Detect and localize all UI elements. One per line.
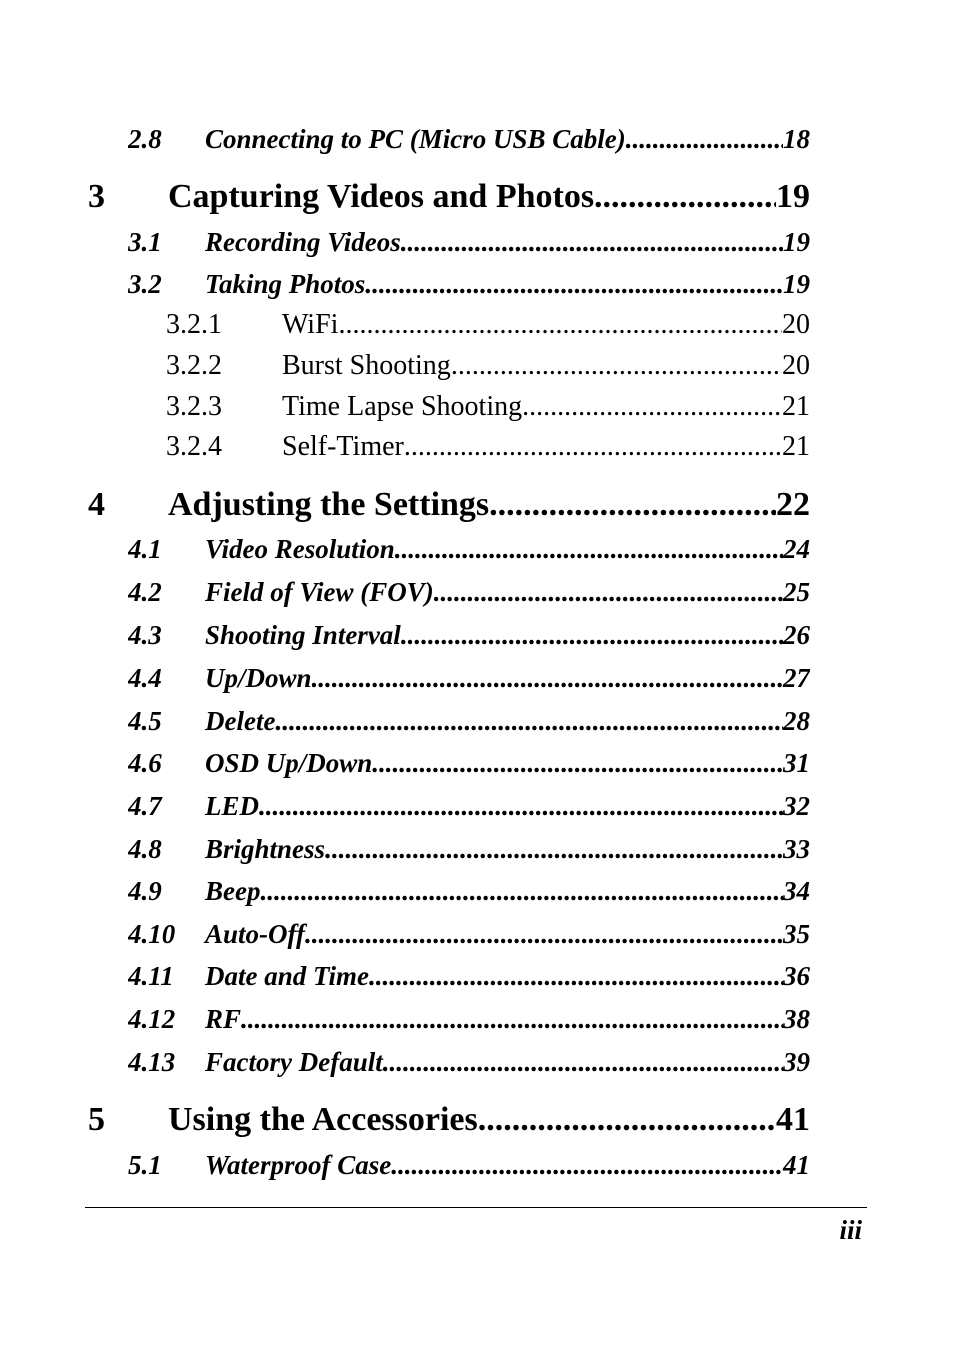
toc-entry-number: 3.2 xyxy=(128,269,162,299)
toc-entry-number: 4.8 xyxy=(128,834,162,864)
toc-entry-page: 33 xyxy=(783,834,810,864)
footer-rule xyxy=(85,1207,867,1208)
dot-leader xyxy=(275,706,783,737)
toc-entry-3-1[interactable] xyxy=(128,227,810,267)
toc-entry-page: 28 xyxy=(783,706,810,736)
dot-leader xyxy=(391,1150,783,1181)
dot-leader xyxy=(365,269,783,300)
dot-leader xyxy=(451,350,782,382)
dot-leader xyxy=(312,663,783,694)
toc-entry-number: 2.8 xyxy=(128,124,162,154)
toc-entry-page: 35 xyxy=(783,919,810,949)
toc-entry-page: 26 xyxy=(783,620,810,650)
toc-entry-title: Recording Videos xyxy=(205,227,401,257)
toc-entry-page: 18 xyxy=(783,124,810,154)
toc-entry-title: RF xyxy=(205,1004,242,1034)
dot-leader xyxy=(401,620,783,651)
toc-entry-title: Factory Default xyxy=(205,1047,383,1077)
toc-entry-page: 24 xyxy=(783,534,810,564)
dot-leader xyxy=(259,791,783,822)
toc-entry-3-2-3[interactable] xyxy=(166,391,810,431)
dot-leader xyxy=(489,486,776,524)
toc-entry-4-2[interactable] xyxy=(128,577,810,617)
dot-leader xyxy=(401,227,783,258)
toc-entry-page: 27 xyxy=(783,663,810,693)
dot-leader xyxy=(594,178,776,216)
toc-entry-4-13[interactable] xyxy=(128,1047,810,1087)
toc-entry-4-1[interactable] xyxy=(128,534,810,574)
toc-entry-title: Self-Timer xyxy=(282,431,404,462)
dot-leader xyxy=(478,1101,776,1139)
toc-entry-number: 3.1 xyxy=(128,227,162,257)
toc-chapter-number: 3 xyxy=(88,178,105,215)
toc-entry-page: 38 xyxy=(783,1004,810,1034)
toc-entry-4-9[interactable] xyxy=(128,876,810,916)
toc-entry-number: 4.4 xyxy=(128,663,162,693)
dot-leader xyxy=(241,1004,783,1035)
toc-entry-page: 21 xyxy=(782,391,810,422)
toc-entry-number: 3.2.4 xyxy=(166,431,222,462)
toc-entry-title: Beep xyxy=(205,876,261,906)
toc-entry-number: 4.2 xyxy=(128,577,162,607)
toc-entry-number: 4.11 xyxy=(128,961,174,991)
dot-leader xyxy=(305,919,783,950)
toc-entry-number: 4.12 xyxy=(128,1004,176,1034)
dot-leader xyxy=(434,577,783,608)
toc-entry-page: 34 xyxy=(783,876,810,906)
toc-entry-4-5[interactable] xyxy=(128,706,810,746)
toc-entry-title: Delete xyxy=(205,706,276,736)
toc-entry-title: Taking Photos xyxy=(205,269,366,299)
toc-entry-title: Field of View (FOV) xyxy=(205,577,434,607)
toc-entry-4-3[interactable] xyxy=(128,620,810,660)
toc-entry-number: 5.1 xyxy=(128,1150,162,1180)
toc-entry-title: Shooting Interval xyxy=(205,620,401,650)
toc-entry-4-4[interactable] xyxy=(128,663,810,703)
toc-chapter-page: 19 xyxy=(776,178,810,215)
toc-chapter-title: Using the Accessories xyxy=(168,1101,478,1138)
toc-entry-4-10[interactable] xyxy=(128,919,810,959)
toc-entry-4-8[interactable] xyxy=(128,834,810,874)
dot-leader xyxy=(372,748,783,779)
toc-entry-number: 4.6 xyxy=(128,748,162,778)
toc-chapter-5[interactable] xyxy=(88,1101,810,1141)
toc-entry-title: WiFi xyxy=(282,309,339,340)
toc-entry-3-2-1[interactable] xyxy=(166,309,810,349)
toc-entry-page: 20 xyxy=(782,350,810,381)
dot-leader xyxy=(325,834,783,865)
toc-entry-page: 20 xyxy=(782,309,810,340)
dot-leader xyxy=(369,961,783,992)
toc-entry-2-8[interactable] xyxy=(128,124,810,164)
toc-entry-page: 41 xyxy=(783,1150,810,1180)
toc-chapter-title: Capturing Videos and Photos xyxy=(168,178,595,215)
toc-entry-page: 25 xyxy=(783,577,810,607)
toc-entry-3-2-4[interactable] xyxy=(166,431,810,471)
toc-chapter-number: 5 xyxy=(88,1101,105,1138)
toc-entry-number: 3.2.2 xyxy=(166,350,222,381)
toc-chapter-3[interactable] xyxy=(88,178,810,218)
dot-leader xyxy=(626,124,783,155)
toc-entry-number: 3.2.3 xyxy=(166,391,222,422)
dot-leader xyxy=(260,876,783,907)
toc-entry-title: Date and Time xyxy=(205,961,369,991)
toc-entry-page: 39 xyxy=(783,1047,810,1077)
dot-leader xyxy=(338,309,782,341)
toc-entry-title: Auto-Off xyxy=(205,919,306,949)
toc-entry-4-6[interactable] xyxy=(128,748,810,788)
page-number: iii xyxy=(839,1215,862,1245)
toc-chapter-title: Adjusting the Settings xyxy=(168,486,490,523)
toc-entry-4-7[interactable] xyxy=(128,791,810,831)
toc-entry-number: 4.13 xyxy=(128,1047,176,1077)
toc-entry-page: 31 xyxy=(783,748,810,778)
dot-leader xyxy=(395,534,783,565)
toc-entry-page: 19 xyxy=(783,227,810,257)
toc-entry-5-1[interactable] xyxy=(128,1150,810,1190)
toc-entry-number: 4.3 xyxy=(128,620,162,650)
dot-leader xyxy=(404,431,782,463)
toc-entry-title: Video Resolution xyxy=(205,534,395,564)
toc-entry-3-2-2[interactable] xyxy=(166,350,810,390)
toc-entry-title: LED xyxy=(205,791,259,821)
toc-entry-4-12[interactable] xyxy=(128,1004,810,1044)
toc-entry-number: 4.5 xyxy=(128,706,162,736)
toc-entry-page: 36 xyxy=(783,961,810,991)
toc-entry-number: 3.2.1 xyxy=(166,309,222,340)
toc-entry-4-11[interactable] xyxy=(128,961,810,1001)
toc-entry-page: 21 xyxy=(782,431,810,462)
toc-entry-title: Connecting to PC (Micro USB Cable) xyxy=(205,124,626,154)
toc-entry-number: 4.10 xyxy=(128,919,176,949)
toc-chapter-4[interactable] xyxy=(88,486,810,526)
dot-leader xyxy=(383,1047,783,1078)
toc-entry-number: 4.9 xyxy=(128,876,162,906)
toc-entry-title: OSD Up/Down xyxy=(205,748,373,778)
toc-chapter-number: 4 xyxy=(88,486,105,523)
toc-entry-page: 32 xyxy=(783,791,810,821)
toc-entry-title: Waterproof Case xyxy=(205,1150,392,1180)
toc-entry-title: Burst Shooting xyxy=(282,350,451,381)
dot-leader xyxy=(522,391,782,423)
toc-chapter-page: 22 xyxy=(776,486,810,523)
toc-entry-number: 4.7 xyxy=(128,791,162,821)
toc-entry-number: 4.1 xyxy=(128,534,162,564)
toc-chapter-page: 41 xyxy=(776,1101,810,1138)
toc-entry-title: Brightness xyxy=(205,834,326,864)
toc-entry-title: Time Lapse Shooting xyxy=(282,391,523,422)
toc-entry-page: 19 xyxy=(783,269,810,299)
toc-entry-title: Up/Down xyxy=(205,663,312,693)
toc-entry-3-2[interactable] xyxy=(128,269,810,309)
